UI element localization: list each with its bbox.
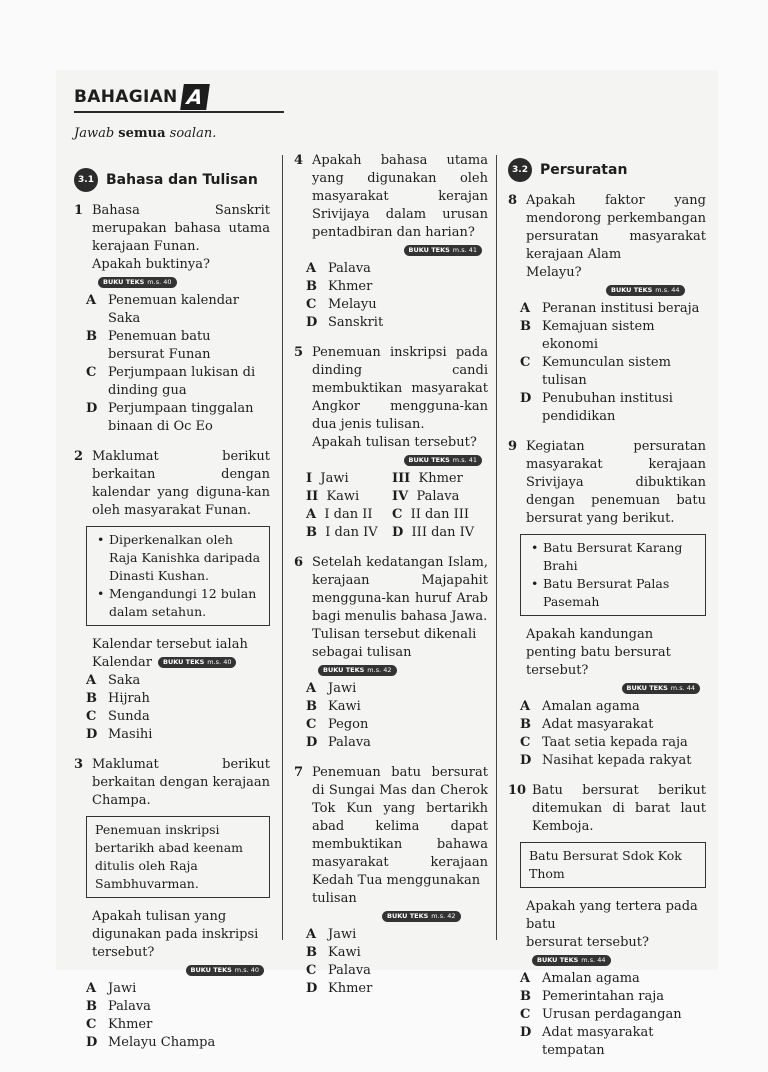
roman-item-row: II Kawi IV Palava bbox=[306, 489, 460, 504]
option[interactable]: C Urusan perdagangan bbox=[520, 1007, 682, 1022]
textbook-tag: BUKU TEKS m.s. 44 bbox=[622, 683, 701, 694]
textbook-tag: BUKU TEKS m.s. 44 bbox=[532, 955, 611, 966]
option[interactable]: D Khmer bbox=[306, 981, 373, 996]
option-row[interactable]: A I dan II C II dan III bbox=[306, 507, 470, 522]
textbook-tag: BUKU TEKS m.s. 40 bbox=[158, 657, 237, 668]
textbook-tag: BUKU TEKS m.s. 42 bbox=[318, 665, 397, 676]
option[interactable]: B Penemuan batu bersurat Funan bbox=[86, 329, 211, 362]
option[interactable]: B Khmer bbox=[306, 279, 373, 294]
info-box: Batu Bersurat Sdok Kok Thom bbox=[520, 842, 706, 888]
column-3 bbox=[508, 158, 706, 1072]
section-3-2-heading bbox=[508, 158, 706, 182]
textbook-tag: BUKU TEKS m.s. 42 bbox=[382, 911, 461, 922]
question-9: 9 Kegiatan persuratan masyarakat kerajaan Srivijaya dibuktikan dengan penemuan batu bersurat yang berikut. • Batu Bersurat Karang Brahi • Batu Bersurat Palas Pasemah Apakah kandungan penting batu bersurat tersebut? BUKU TEKS m.s. 44 A Amalan agama B Adat masyarakat C Taat setia kepada raja D Nasihat kepada rakyat bbox=[508, 438, 706, 770]
option[interactable]: A Amalan agama bbox=[520, 971, 640, 986]
textbook-tag: BUKU TEKS m.s. 40 bbox=[186, 965, 265, 976]
column-divider-2 bbox=[496, 155, 497, 940]
textbook-tag: BUKU TEKS m.s. 41 bbox=[404, 245, 483, 256]
question-7: 7 Penemuan batu bersurat di Sungai Mas dan Cherok Tok Kun yang bertarikh abad kelima dapat membuktikan bahawa masyarakat kerajaan Kedah Tua menggunakan tulisanBUKU TEKS m.s. 42 A Jawi B Kawi C Palava D Khmer bbox=[294, 765, 488, 996]
option[interactable]: D Melayu Champa bbox=[86, 1035, 216, 1050]
option[interactable]: A Saka bbox=[86, 673, 141, 688]
textbook-tag: BUKU TEKS m.s. 41 bbox=[404, 455, 483, 466]
question-5: 5 Penemuan inskripsi pada dinding candi membuktikan masyarakat Angkor mengguna-kan dua jenis tulisan. Apakah tulisan tersebut? BUKU TEKS m.s. 41 I Jawi III Khmer II Kawi IV Palava A I dan II C II dan III B I dan IV D III dan IV bbox=[294, 345, 488, 540]
info-box: Penemuan inskripsi bertarikh abad keenam ditulis oleh Raja Sambhuvarman. bbox=[86, 816, 270, 898]
option[interactable]: B Kemajuan sistem ekonomi bbox=[520, 319, 655, 352]
option[interactable]: B Palava bbox=[86, 999, 151, 1014]
roman-item-row: I Jawi III Khmer bbox=[306, 471, 463, 486]
instruction: Jawab semua soalan. bbox=[74, 126, 217, 141]
textbook-tag: BUKU TEKS m.s. 40 bbox=[98, 277, 177, 288]
option[interactable]: C Melayu bbox=[306, 297, 377, 312]
section-title: Persuratan bbox=[540, 162, 628, 178]
option[interactable]: C Kemunculan sistem tulisan bbox=[520, 355, 671, 388]
section-header bbox=[74, 84, 208, 110]
header-rule bbox=[74, 111, 284, 113]
option[interactable]: A Amalan agama bbox=[520, 699, 640, 714]
question-8: 8 Apakah faktor yang mendorong perkembangan persuratan masyarakat kerajaan Alam Melayu?BUKU TEKS m.s. 44 A Peranan institusi beraja B Kemajuan sistem ekonomi C Kemunculan sistem tulisan D Penubuhan institusi pendidikan bbox=[508, 193, 706, 424]
option[interactable]: A Penemuan kalendar Saka bbox=[86, 293, 240, 326]
option[interactable]: C Perjumpaan lukisan di dinding gua bbox=[86, 365, 256, 398]
section-number-badge: 3.1 bbox=[74, 168, 98, 192]
info-box: • Batu Bersurat Karang Brahi • Batu Bersurat Palas Pasemah bbox=[520, 534, 706, 616]
option[interactable]: D Adat masyarakat tempatan bbox=[520, 1025, 654, 1058]
option[interactable]: C Pegon bbox=[306, 717, 369, 732]
option[interactable]: B Adat masyarakat bbox=[520, 717, 654, 732]
option[interactable]: C Sunda bbox=[86, 709, 150, 724]
section-header-letter: A bbox=[180, 84, 210, 110]
option[interactable]: A Jawi bbox=[306, 681, 357, 696]
option[interactable]: D Masihi bbox=[86, 727, 153, 742]
option-row[interactable]: B I dan IV D III dan IV bbox=[306, 525, 475, 540]
option[interactable]: C Taat setia kepada raja bbox=[520, 735, 688, 750]
option[interactable]: D Nasihat kepada rakyat bbox=[520, 753, 692, 768]
option[interactable]: D Palava bbox=[306, 735, 371, 750]
question-6: 6 Setelah kedatangan Islam, kerajaan Majapahit mengguna-kan huruf Arab bagi menulis bahasa Jawa. Tulisan tersebut dikenali sebagai tulisanBUKU TEKS m.s. 42 A Jawi B Kawi C Pegon D Palava bbox=[294, 555, 488, 750]
question-2: 2 Maklumat berikut berkaitan dengan kalendar yang diguna-kan oleh masyarakat Funan. • Diperkenalkan oleh Raja Kanishka daripada Dinasti Kushan. • Mengandungi 12 bulan dalam setahun. Kalendar tersebut ialah Kalendar BUKU TEKS m.s. 40 A Saka B Hijrah C Sunda D Masihi bbox=[74, 448, 270, 744]
option[interactable]: C Khmer bbox=[86, 1017, 153, 1032]
option[interactable]: D Sanskrit bbox=[306, 315, 384, 330]
section-number-badge: 3.2 bbox=[508, 158, 532, 182]
option[interactable]: B Kawi bbox=[306, 945, 361, 960]
option[interactable]: D Perjumpaan tinggalan binaan di Oc Eo bbox=[86, 401, 254, 434]
option[interactable]: B Pemerintahan raja bbox=[520, 989, 664, 1004]
option[interactable]: C Palava bbox=[306, 963, 371, 978]
option[interactable]: B Kawi bbox=[306, 699, 361, 714]
option[interactable]: A Jawi bbox=[306, 927, 357, 942]
section-header-word: BAHAGIAN bbox=[74, 87, 178, 107]
question-1: 1 Bahasa Sanskrit merupakan bahasa utama kerajaan Funan. Apakah buktinya?BUKU TEKS m.s. 40 A Penemuan kalendar Saka B Penemuan batu bersurat Funan C Perjumpaan lukisan di dinding gua D Perjumpaan tinggalan binaan di Oc Eo bbox=[74, 203, 270, 434]
option[interactable]: A Jawi bbox=[86, 981, 137, 996]
section-3-1-heading bbox=[74, 168, 270, 192]
option[interactable]: A Palava bbox=[306, 261, 371, 276]
column-divider-1 bbox=[282, 155, 283, 940]
question-3: 3 Maklumat berikut berkaitan dengan kerajaan Champa. Penemuan inskripsi bertarikh abad keenam ditulis oleh Raja Sambhuvarman. Apakah tulisan yang digunakan pada inskripsi tersebut? BUKU TEKS m.s. 40 A Jawi B Palava C Khmer D Melayu Champa bbox=[74, 757, 270, 1050]
column-2 bbox=[294, 152, 488, 1010]
info-box: • Diperkenalkan oleh Raja Kanishka daripada Dinasti Kushan. • Mengandungi 12 bulan dalam setahun. bbox=[86, 526, 270, 626]
question-10: 10 Batu bersurat berikut ditemukan di barat laut Kemboja. Batu Bersurat Sdok Kok Thom Apakah yang tertera pada batu bersurat tersebut?BUKU TEKS m.s. 44 A Amalan agama B Pemerintahan raja C Urusan perdagangan D Adat masyarakat tempatan bbox=[508, 783, 706, 1058]
textbook-tag: BUKU TEKS m.s. 44 bbox=[606, 285, 685, 296]
question-4: 4 Apakah bahasa utama yang digunakan oleh masyarakat kerajan Srivijaya dalam urusan pentadbiran dan harian? BUKU TEKS m.s. 41 A Palava B Khmer C Melayu D Sanskrit bbox=[294, 153, 488, 330]
section-title: Bahasa dan Tulisan bbox=[106, 172, 258, 188]
option[interactable]: B Hijrah bbox=[86, 691, 150, 706]
option[interactable]: D Penubuhan institusi pendidikan bbox=[520, 391, 673, 424]
option[interactable]: A Peranan institusi beraja bbox=[520, 301, 700, 316]
column-1 bbox=[74, 168, 270, 1064]
